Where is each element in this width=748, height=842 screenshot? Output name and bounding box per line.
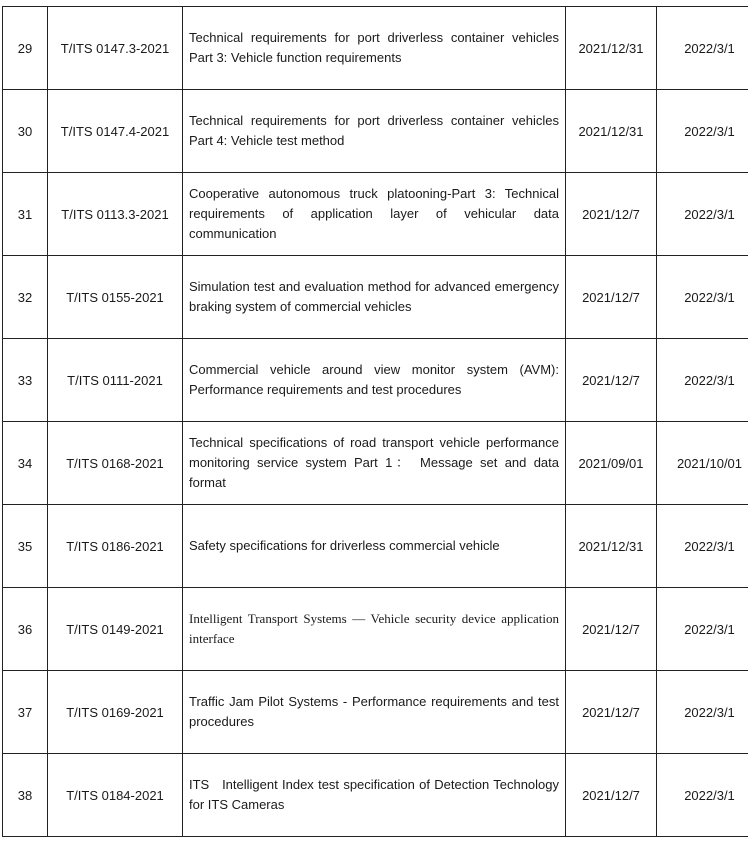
standard-title: Commercial vehicle around view monitor system (AVM): Performance requirements and test procedures	[183, 339, 566, 422]
release-date: 2021/12/7	[566, 754, 657, 837]
standard-title: Technical requirements for port driverless container vehicles Part 3: Vehicle function requirements	[183, 7, 566, 90]
release-date: 2021/12/31	[566, 7, 657, 90]
row-number: 36	[3, 588, 48, 671]
release-date: 2021/12/7	[566, 339, 657, 422]
standard-code: T/ITS 0169-2021	[48, 671, 183, 754]
standard-code: T/ITS 0155-2021	[48, 256, 183, 339]
implementation-date: 2022/3/1	[657, 256, 748, 339]
table-row	[3, 173, 748, 256]
standard-code: T/ITS 0149-2021	[48, 588, 183, 671]
row-number: 34	[3, 422, 48, 505]
implementation-date: 2022/3/1	[657, 671, 748, 754]
standard-code: T/ITS 0111-2021	[48, 339, 183, 422]
standard-code: T/ITS 0184-2021	[48, 754, 183, 837]
row-number: 29	[3, 7, 48, 90]
implementation-date: 2022/3/1	[657, 7, 748, 90]
release-date: 2021/12/31	[566, 90, 657, 173]
table-row	[3, 339, 748, 422]
row-number: 32	[3, 256, 48, 339]
release-date: 2021/09/01	[566, 422, 657, 505]
row-number: 31	[3, 173, 48, 256]
row-number: 30	[3, 90, 48, 173]
table-row	[3, 588, 748, 671]
implementation-date: 2022/3/1	[657, 505, 748, 588]
standard-code: T/ITS 0147.3-2021	[48, 7, 183, 90]
table-row	[3, 256, 748, 339]
standard-title: Traffic Jam Pilot Systems - Performance requirements and test procedures	[183, 671, 566, 754]
standard-title: Technical specifications of road transport vehicle performance monitoring service system Part 1： Message set and data format	[183, 422, 566, 505]
implementation-date: 2022/3/1	[657, 173, 748, 256]
implementation-date: 2022/3/1	[657, 339, 748, 422]
standards-table	[2, 6, 748, 837]
implementation-date: 2022/3/1	[657, 754, 748, 837]
row-number: 38	[3, 754, 48, 837]
release-date: 2021/12/7	[566, 588, 657, 671]
release-date: 2021/12/31	[566, 505, 657, 588]
standard-code: T/ITS 0186-2021	[48, 505, 183, 588]
standard-code: T/ITS 0168-2021	[48, 422, 183, 505]
table-row	[3, 671, 748, 754]
standard-title: Cooperative autonomous truck platooning-Part 3: Technical requirements of application layer of vehicular data communication	[183, 173, 566, 256]
standard-title: Intelligent Transport Systems — Vehicle security device application interface	[183, 588, 566, 671]
table-row	[3, 754, 748, 837]
table-row	[3, 505, 748, 588]
release-date: 2021/12/7	[566, 256, 657, 339]
release-date: 2021/12/7	[566, 173, 657, 256]
standard-code: T/ITS 0147.4-2021	[48, 90, 183, 173]
row-number: 37	[3, 671, 48, 754]
standard-title: Simulation test and evaluation method for advanced emergency braking system of commercial vehicles	[183, 256, 566, 339]
implementation-date: 2022/3/1	[657, 588, 748, 671]
table-row	[3, 422, 748, 505]
release-date: 2021/12/7	[566, 671, 657, 754]
row-number: 35	[3, 505, 48, 588]
standard-code: T/ITS 0113.3-2021	[48, 173, 183, 256]
standard-title: Technical requirements for port driverless container vehicles Part 4: Vehicle test method	[183, 90, 566, 173]
implementation-date: 2021/10/01	[657, 422, 748, 505]
standard-title: ITS Intelligent Index test specification of Detection Technology for ITS Cameras	[183, 754, 566, 837]
table-row	[3, 7, 748, 90]
table-row	[3, 90, 748, 173]
row-number: 33	[3, 339, 48, 422]
implementation-date: 2022/3/1	[657, 90, 748, 173]
standard-title: Safety specifications for driverless commercial vehicle	[183, 505, 566, 588]
